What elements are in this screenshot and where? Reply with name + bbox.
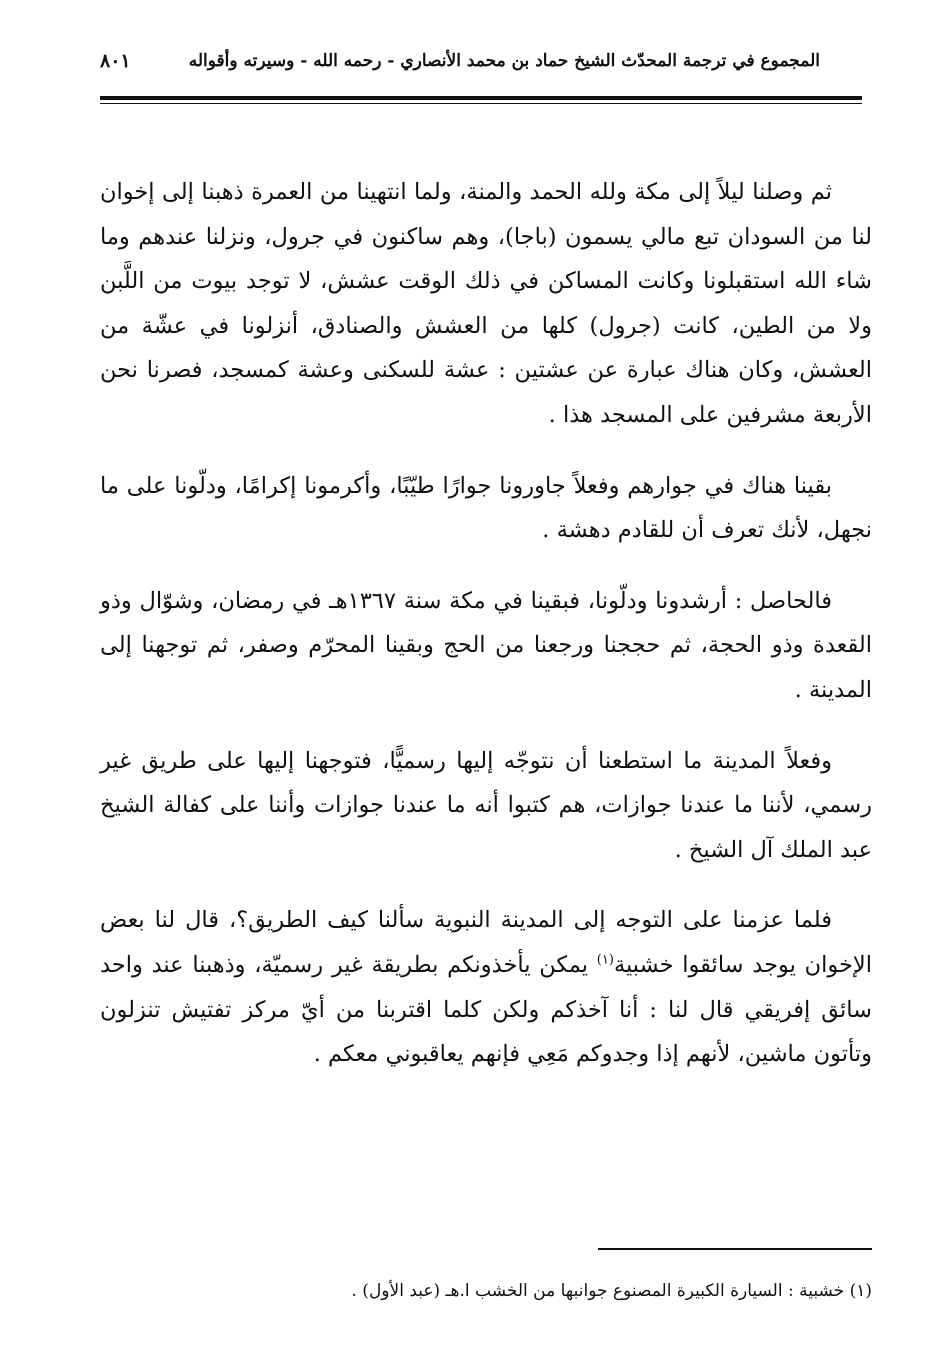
header-title: المجموع في ترجمة المحدّث الشيخ حماد بن محمد الأنصاري - رحمه الله - وسيرته وأقواله — [188, 51, 820, 71]
running-header — [100, 44, 820, 78]
footnote-separator — [598, 1248, 872, 1250]
body-text — [100, 170, 872, 1077]
paragraph-1: ثم وصلنا ليلاً إلى مكة ولله الحمد والمنة، ولما انتهينا من العمرة ذهبنا إلى إخوان لنا من السودان تبع مالي يسمون (باجا)، وهم ساكنون في جرول، ونزلنا عندهم وما شاء الله استقبلونا وكانت المساكن في ذلك الوقت عشش، لا توجد بيوت من اللَّبن ولا من الطين، كانت (جرول) كلها من العشش والصنادق، أنزلونا في عشّة من العشش، وكان هناك عبارة عن عشتين : عشة للسكنى وعشة كمسجد، فصرنا نحن الأربعة مشرفين على المسجد هذا . — [100, 179, 872, 428]
header-rule-thin — [100, 103, 862, 104]
paragraph-4: وفعلاً المدينة ما استطعنا أن نتوجّه إليها رسميًّا، فتوجهنا إليها على طريق غير رسمي، لأننا ما عندنا جوازات، هم كتبوا أنه ما عندنا جوازات وأننا على كفالة الشيخ عبد الملك آل الشيخ . — [100, 747, 872, 863]
paragraph-3: فالحاصل : أرشدونا ودلّونا، فبقينا في مكة سنة ١٣٦٧هـ في رمضان، وشوّال وذو القعدة وذو الحجة، ثم حججنا ورجعنا من الحج وبقينا المحرّم وصفر، ثم توجهنا إلى المدينة . — [100, 587, 872, 703]
footnote: (١) خشبية : السيارة الكبيرة المصنوع جوانبها من الخشب ا.هـ (عبد الأول) . — [351, 1281, 872, 1301]
paragraph-5 — [100, 898, 872, 1076]
paragraph-5-text-after-ref: يمكن يأخذونكم بطريقة غير رسميّة، وذهبنا عند واحد سائق إفريقي قال لنا : أنا آخذكم ولكن كلما اقتربنا من أيّ مركز تفتيش تنزلون وتأتون ماشين، لأنهم إذا وجدوكم مَعِي فإنهم يعاقبوني معكم . — [100, 951, 872, 1068]
paragraph-5-text-before-ref: فلما عزمنا على التوجه إلى المدينة النبوية سألنا كيف الطريق؟، قال لنا بعض الإخوان يوجد سائقوا خشبية — [100, 907, 872, 978]
header-rule-thick — [100, 96, 862, 100]
footnote-reference[interactable]: (١) — [596, 952, 614, 968]
page-number: ٨٠١ — [100, 50, 131, 72]
paragraph-2: بقينا هناك في جوارهم وفعلاً جاورونا جوارًا طيّبًا، وأكرمونا إكرامًا، ودلّونا على ما نجهل، لأنك تعرف أن للقادم دهشة . — [100, 472, 872, 544]
